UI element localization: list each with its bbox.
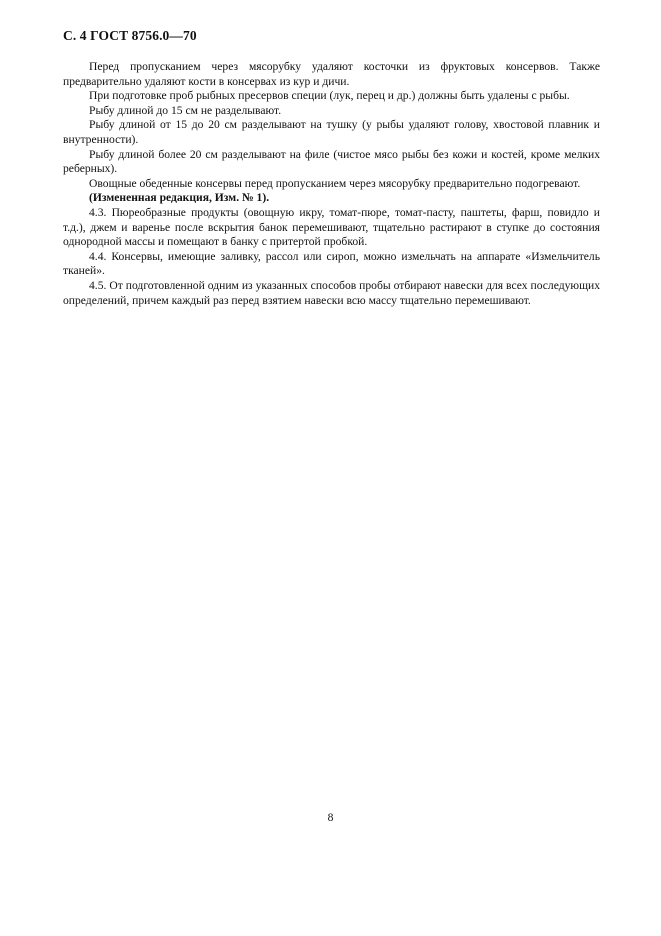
section-4-5: 4.5. От подготовленной одним из указанных способов пробы отбирают навески для всех последующих определений, причем каждый раз перед взятием навески всю массу тщательно перемешивают. — [63, 278, 600, 307]
paragraph-fish-over-20: Рыбу длиной более 20 см разделывают на филе (чистое мясо рыбы без кожи и костей, кроме мелких реберных). — [63, 147, 600, 176]
document-body — [63, 60, 600, 308]
paragraph-fish-15-20: Рыбу длиной от 15 до 20 см разделывают на тушку (у рыбы удаляют голову, хвостовой плавник и внутренности). — [63, 118, 600, 146]
amendment-note: (Измененная редакция, Изм. № 1). — [89, 191, 270, 205]
page-number: 8 — [327, 811, 334, 824]
paragraph-fruit-pits: Перед пропусканием через мясорубку удаляют косточки из фруктовых консервов. Также предварительно удаляют кости в консервах из кур и дичи. — [63, 60, 600, 88]
paragraph-vegetable-preserves: Овощные обеденные консервы перед пропусканием через мясорубку предварительно подогревают. — [89, 176, 581, 190]
page-header: С. 4 ГОСТ 8756.0—70 — [63, 28, 197, 43]
paragraph-fish-spices: При подготовке проб рыбных пресервов специи (лук, перец и др.) должны быть удалены с рыбы. — [89, 89, 570, 103]
section-4-3: 4.3. Пюреобразные продукты (овощную икру, томат-пюре, томат-пасту, паштеты, фарш, повидло и т.д.), джем и варенье после вскрытия банок перемешивают, тщательно растирают в ступке до состояния однородной массы и помещают в банку с притертой пробкой. — [63, 205, 600, 249]
paragraph-fish-under-15: Рыбу длиной до 15 см не разделывают. — [89, 103, 282, 117]
section-4-4: 4.4. Консервы, имеющие заливку, рассол или сироп, можно измельчать на аппарате «Измельчитель тканей». — [63, 249, 600, 278]
